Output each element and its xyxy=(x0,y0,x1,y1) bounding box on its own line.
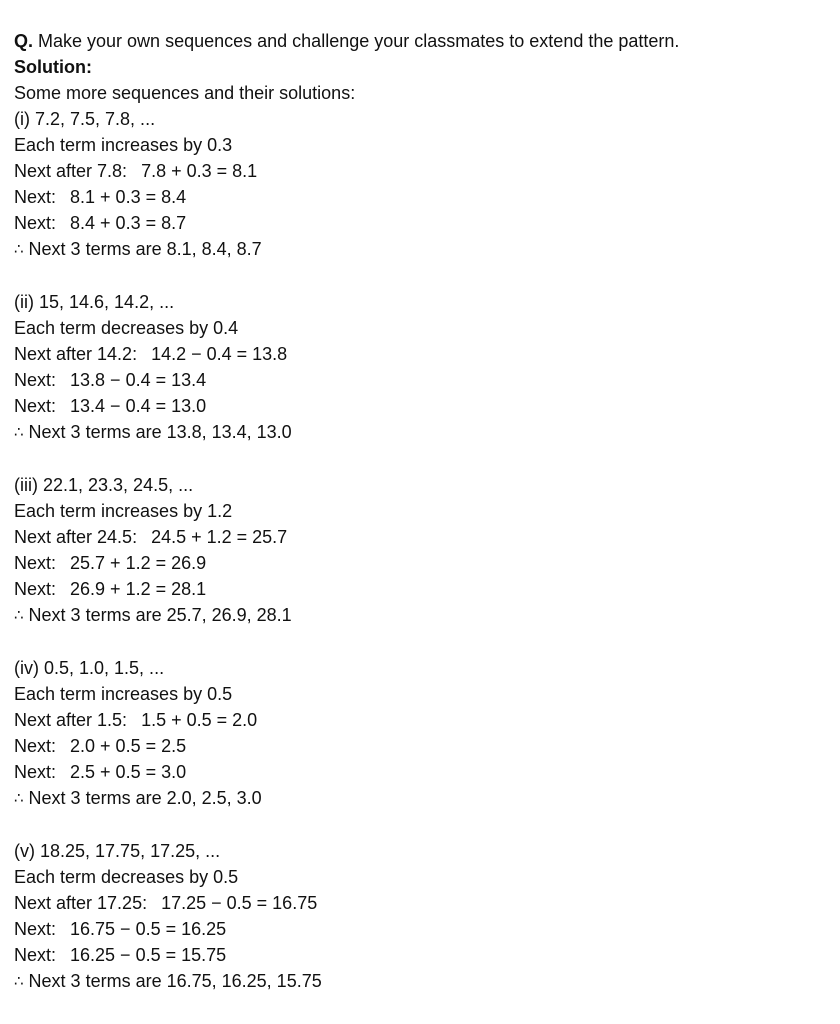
sequence-conclusion xyxy=(14,602,840,628)
step-expression: 8.1 + 0.3 = 8.4 xyxy=(70,187,187,207)
sequence-block-iii xyxy=(14,472,840,628)
sequence-header: (iii) 22.1, 23.3, 24.5, ... xyxy=(14,475,194,495)
conclusion-text: Next 3 terms are 25.7, 26.9, 28.1 xyxy=(28,605,292,625)
sequence-header: (ii) 15, 14.6, 14.2, ... xyxy=(14,292,175,312)
step-label: Next after 14.2: xyxy=(14,344,138,364)
sequence-step-2 xyxy=(14,184,840,210)
sequence-conclusion xyxy=(14,236,840,262)
sequence-step-1 xyxy=(14,707,840,733)
step-label: Next: xyxy=(14,919,57,939)
therefore-icon: ∴ xyxy=(14,790,24,807)
sequence-step-1 xyxy=(14,890,840,916)
conclusion-text: Next 3 terms are 8.1, 8.4, 8.7 xyxy=(28,239,262,259)
step-label: Next: xyxy=(14,187,57,207)
sequence-step-1 xyxy=(14,341,840,367)
step-expression: 13.8 − 0.4 = 13.4 xyxy=(70,370,207,390)
sequence-rule: Each term decreases by 0.4 xyxy=(14,318,239,338)
step-expression: 16.25 − 0.5 = 15.75 xyxy=(70,945,227,965)
sequence-header: (iv) 0.5, 1.0, 1.5, ... xyxy=(14,658,165,678)
step-label: Next: xyxy=(14,579,57,599)
question-text: Make your own sequences and challenge your classmates to extend the pattern. xyxy=(33,31,680,51)
sequence-step-3 xyxy=(14,393,840,419)
sequence-step-3 xyxy=(14,576,840,602)
sequence-step-2 xyxy=(14,916,840,942)
step-label: Next: xyxy=(14,370,57,390)
therefore-icon: ∴ xyxy=(14,607,24,624)
step-label: Next after 17.25: xyxy=(14,893,148,913)
solution-intro: Some more sequences and their solutions: xyxy=(14,83,356,103)
therefore-icon: ∴ xyxy=(14,241,24,258)
sequence-step-2 xyxy=(14,367,840,393)
step-label: Next: xyxy=(14,762,57,782)
sequence-block-v xyxy=(14,838,840,994)
sequence-block-i xyxy=(14,106,840,262)
sequence-conclusion xyxy=(14,785,840,811)
step-expression: 13.4 − 0.4 = 13.0 xyxy=(70,396,207,416)
step-expression: 17.25 − 0.5 = 16.75 xyxy=(161,893,318,913)
step-label: Next: xyxy=(14,553,57,573)
step-expression: 1.5 + 0.5 = 2.0 xyxy=(141,710,258,730)
sequence-step-3 xyxy=(14,942,840,968)
step-expression: 2.5 + 0.5 = 3.0 xyxy=(70,762,187,782)
sequence-header: (v) 18.25, 17.75, 17.25, ... xyxy=(14,841,221,861)
therefore-icon: ∴ xyxy=(14,973,24,990)
step-expression: 16.75 − 0.5 = 16.25 xyxy=(70,919,227,939)
step-expression: 24.5 + 1.2 = 25.7 xyxy=(151,527,288,547)
sequence-header: (i) 7.2, 7.5, 7.8, ... xyxy=(14,109,156,129)
step-label: Next after 1.5: xyxy=(14,710,128,730)
step-expression: 26.9 + 1.2 = 28.1 xyxy=(70,579,207,599)
step-label: Next: xyxy=(14,396,57,416)
step-expression: 2.0 + 0.5 = 2.5 xyxy=(70,736,187,756)
sequence-step-2 xyxy=(14,733,840,759)
conclusion-text: Next 3 terms are 13.8, 13.4, 13.0 xyxy=(28,422,292,442)
sequence-rule: Each term increases by 1.2 xyxy=(14,501,233,521)
question-label: Q. xyxy=(14,31,34,51)
step-label: Next: xyxy=(14,945,57,965)
conclusion-text: Next 3 terms are 16.75, 16.25, 15.75 xyxy=(28,971,322,991)
sequence-conclusion xyxy=(14,419,840,445)
sequence-block-iv xyxy=(14,655,840,811)
step-label: Next after 24.5: xyxy=(14,527,138,547)
sequence-step-1 xyxy=(14,524,840,550)
sequence-block-ii xyxy=(14,289,840,445)
sequence-rule: Each term increases by 0.5 xyxy=(14,684,233,704)
step-label: Next: xyxy=(14,736,57,756)
step-expression: 8.4 + 0.3 = 8.7 xyxy=(70,213,187,233)
step-label: Next: xyxy=(14,213,57,233)
sequence-step-1 xyxy=(14,158,840,184)
sequence-step-3 xyxy=(14,210,840,236)
step-label: Next after 7.8: xyxy=(14,161,128,181)
step-expression: 14.2 − 0.4 = 13.8 xyxy=(151,344,288,364)
conclusion-text: Next 3 terms are 2.0, 2.5, 3.0 xyxy=(28,788,262,808)
sequence-step-3 xyxy=(14,759,840,785)
step-expression: 7.8 + 0.3 = 8.1 xyxy=(141,161,258,181)
therefore-icon: ∴ xyxy=(14,424,24,441)
sequence-rule: Each term increases by 0.3 xyxy=(14,135,233,155)
step-expression: 25.7 + 1.2 = 26.9 xyxy=(70,553,207,573)
sequence-rule: Each term decreases by 0.5 xyxy=(14,867,239,887)
solution-label: Solution: xyxy=(14,57,92,77)
question xyxy=(14,28,840,54)
sequence-step-2 xyxy=(14,550,840,576)
sequence-conclusion xyxy=(14,968,840,994)
